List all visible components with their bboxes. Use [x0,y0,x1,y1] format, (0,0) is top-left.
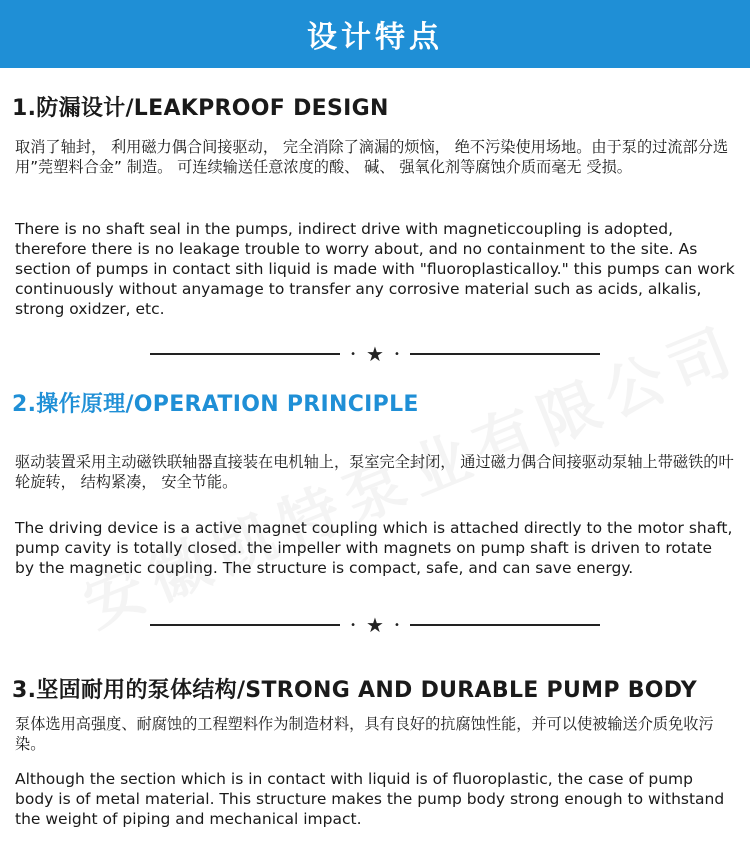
section-2-zh-text: 驱动装置采用主动磁铁联轴器直接装在电机轴上，泵室完全封闭， 通过磁力偶合间接驱动泵轴上带磁铁的叶轮旋转， 结构紧凑， 安全节能。 [15,453,734,491]
section-2-heading: 2.操作原理/OPERATION PRINCIPLE [12,392,419,417]
section-3-en-text: Although the section which is in contact with liquid is of fluoroplastic, the case of pump body is of metal material. This structure makes the pump body strong enough to withstand the weight of piping and mechanical impact. [15,770,725,828]
divider-line-right [410,624,600,626]
section-1-heading: 1.防漏设计/LEAKPROOF DESIGN [12,96,389,121]
section-3-zh-text: 泵体选用高强度、耐腐蚀的工程塑料作为制造材料，具有良好的抗腐蚀性能，并可以使被输送介质免收污染。 [15,715,714,753]
divider-dot-icon: • [350,619,357,631]
star-icon: ★ [366,613,384,637]
divider-line-left [150,353,340,355]
section-3-heading: 3.坚固耐用的泵体结构/STRONG AND DURABLE PUMP BODY [12,678,697,703]
section-2-en-text: The driving device is a active magnet coupling which is attached directly to the motor shaft, pump cavity is totally closed. the impeller with magnets on pump shaft is driven to rotate by the magnetic coupling. The structure is compact, safe, and can save energy. [15,519,733,577]
section-divider-1 [150,344,600,364]
divider-line-left [150,624,340,626]
title-banner [0,0,750,68]
divider-dot-icon: • [393,348,400,360]
section-1-zh-text: 取消了轴封， 利用磁力偶合间接驱动， 完全消除了滴漏的烦恼， 绝不污染使用场地。由于泵的过流部分选用”莞塑料合金” 制造。 可连续输送任意浓度的酸、 碱、 强氧化剂等腐蚀介质而毫无 受损。 [15,138,729,176]
section-divider-2 [150,615,600,635]
banner-title: 设计特点 [307,20,443,55]
divider-dot-icon: • [393,619,400,631]
section-1-en-text: There is no shaft seal in the pumps, indirect drive with magneticcoupling is adopted, therefore there is no leakage trouble to worry about, and no containment to the site. As section of pumps in contact sith liquid is made with "fluoroplasticalloy." this pumps can work continuously without anyamage to transfer any corrosive material such as acids, alkalis, strong oxidzer, etc. [15,220,735,318]
divider-line-right [410,353,600,355]
divider-dot-icon: • [350,348,357,360]
star-icon: ★ [366,342,384,366]
